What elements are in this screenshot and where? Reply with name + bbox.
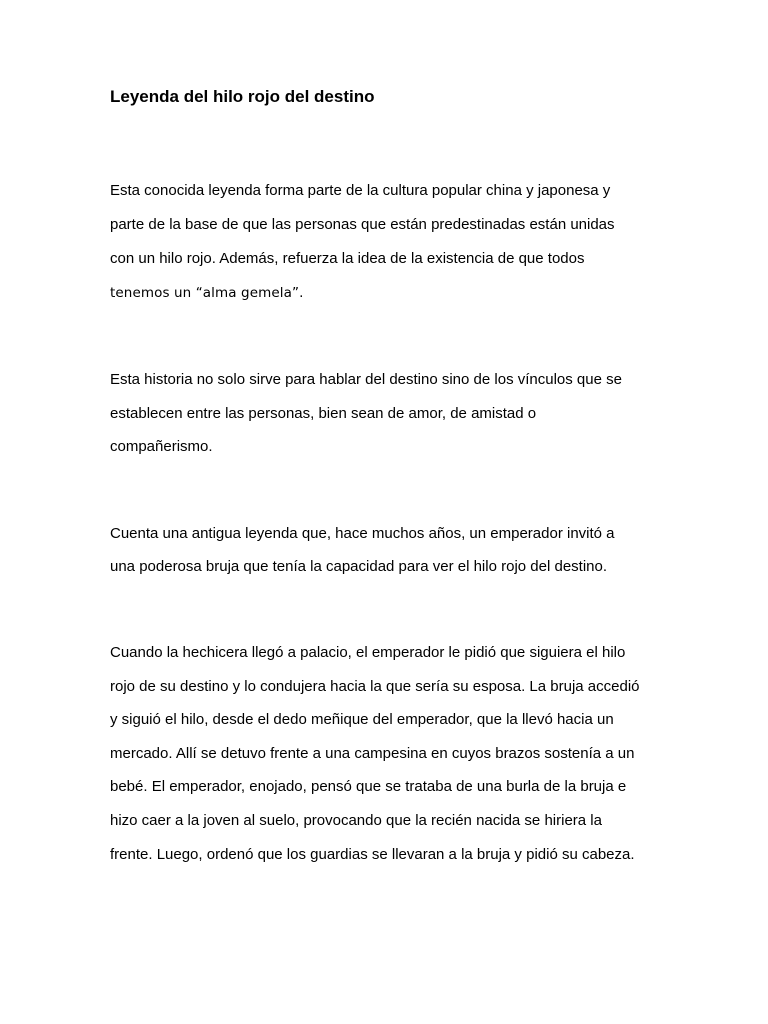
paragraph-2-line-2: establecen entre las personas, bien sean de amor, de amistad o <box>110 405 537 422</box>
paragraph-1-line-1: Esta conocida leyenda forma parte de la cultura popular china y japonesa y <box>110 182 611 199</box>
paragraph-4-line-6: hizo caer a la joven al suelo, provocando que la recién nacida se hiriera la <box>110 812 602 829</box>
paragraph-3-line-1: Cuenta una antigua leyenda que, hace muchos años, un emperador invitó a <box>110 525 615 542</box>
paragraph-4-line-1: Cuando la hechicera llegó a palacio, el emperador le pidió que siguiera el hilo <box>110 644 626 661</box>
paragraph-2-line-3: compañerismo. <box>110 438 213 455</box>
paragraph-4-line-2: rojo de su destino y lo condujera hacia la que sería su esposa. La bruja accedió <box>110 678 640 695</box>
paragraph-1-line-2: parte de la base de que las personas que están predestinadas están unidas <box>110 216 615 233</box>
paragraph-1-line-3: con un hilo rojo. Además, refuerza la idea de la existencia de que todos <box>110 250 585 267</box>
paragraph-2-line-1: Esta historia no solo sirve para hablar del destino sino de los vínculos que se <box>110 371 622 388</box>
paragraph-1-line-4: tenemos un “alma gemela”. <box>110 285 304 301</box>
paragraph-4-line-3: y siguió el hilo, desde el dedo meñique del emperador, que la llevó hacia un <box>110 711 614 728</box>
paragraph-3-line-2: una poderosa bruja que tenía la capacidad para ver el hilo rojo del destino. <box>110 558 608 575</box>
paragraph-4-line-7: frente. Luego, ordenó que los guardias se llevaran a la bruja y pidió su cabeza. <box>110 846 635 863</box>
paragraph-4-line-5: bebé. El emperador, enojado, pensó que se trataba de una burla de la bruja e <box>110 778 627 795</box>
document-title: Leyenda del hilo rojo del destino <box>110 87 375 106</box>
paragraph-4-line-4: mercado. Allí se detuvo frente a una campesina en cuyos brazos sostenía a un <box>110 745 635 762</box>
